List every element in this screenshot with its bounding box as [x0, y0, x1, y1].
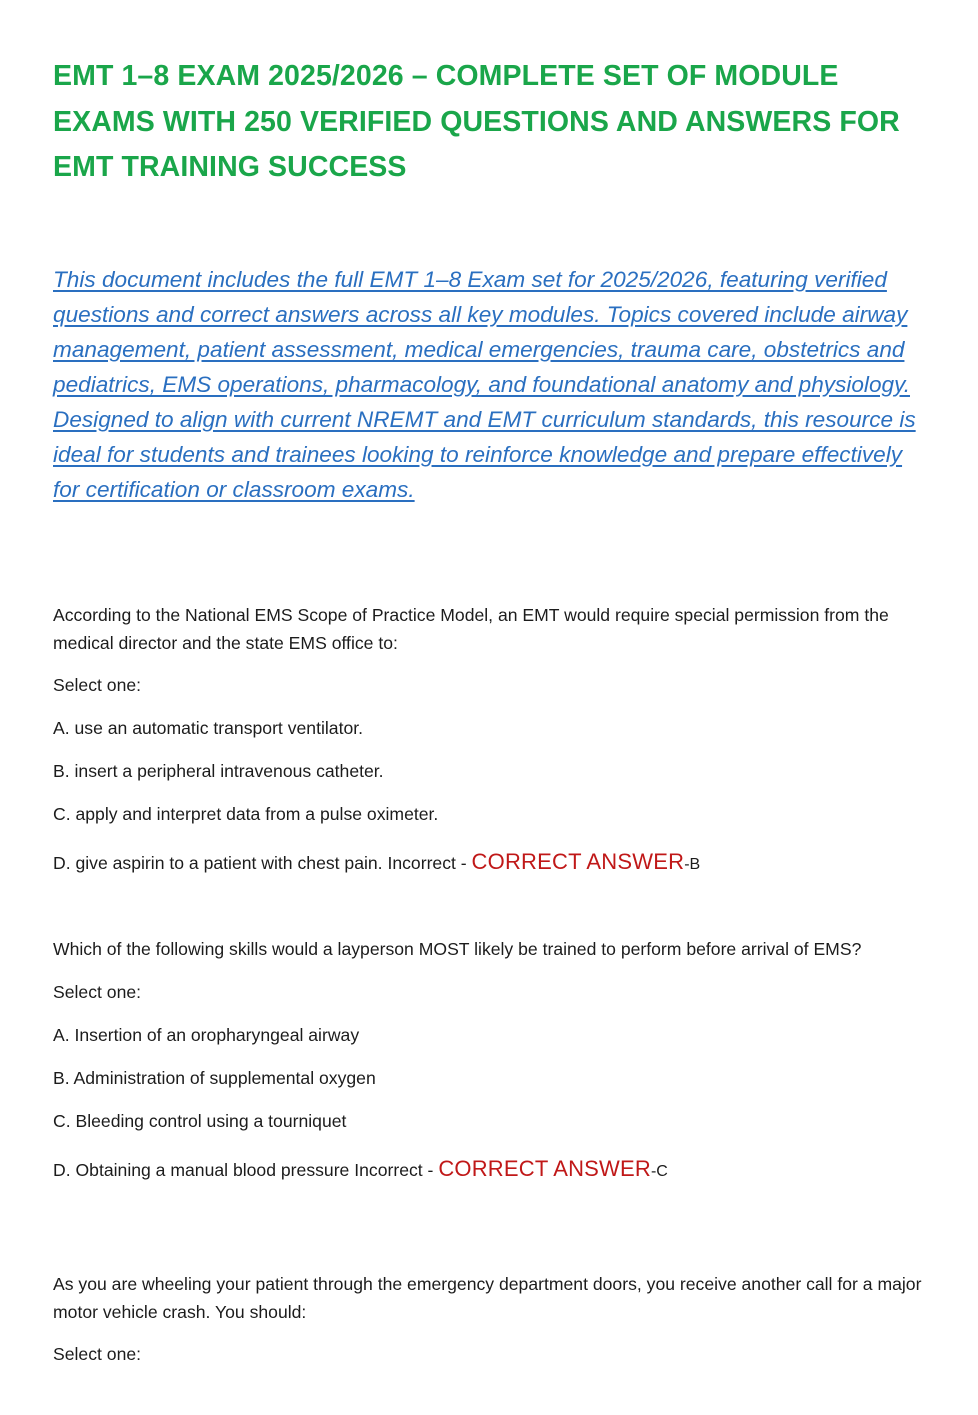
- select-one-label: Select one:: [53, 1344, 142, 1364]
- answer-option-a: A. Insertion of an oropharyngeal airway: [53, 1024, 360, 1045]
- question-block: [53, 602, 928, 878]
- select-one-label: Select one:: [53, 675, 142, 695]
- select-one-label: Select one:: [53, 981, 142, 1002]
- question-text: Which of the following skills would a layperson MOST likely be trained to perform before arrival of EMS?: [53, 939, 862, 959]
- answer-option-c: C. apply and interpret data from a pulse oximeter.: [53, 804, 439, 824]
- answer-option-b: B. Administration of supplemental oxygen: [53, 1067, 376, 1088]
- correct-answer-letter: -C: [650, 1162, 668, 1180]
- answer-option-d: [53, 1155, 928, 1185]
- answer-option-d: [53, 848, 928, 878]
- option-d-text: D. give aspirin to a patient with chest pain. Incorrect -: [53, 853, 472, 873]
- correct-answer-label: CORRECT ANSWER: [471, 849, 685, 874]
- answer-option-a: A. use an automatic transport ventilator.: [53, 718, 364, 738]
- correct-answer-label: CORRECT ANSWER: [438, 1155, 651, 1181]
- correct-answer-letter: -B: [684, 856, 701, 873]
- question-text: As you are wheeling your patient through the emergency department doors, you receive another call for a major motor vehicle crash. You should:: [53, 1274, 922, 1322]
- question-block: [53, 1271, 928, 1368]
- document-title: EMT 1–8 EXAM 2025/2026 – COMPLETE SET OF MODULE EXAMS WITH 250 VERIFIED QUESTIONS AND ANSWERS FOR EMT TRAINING SUCCESS: [53, 60, 900, 183]
- question-text: According to the National EMS Scope of Practice Model, an EMT would require special permission from the medical director and the state EMS office to:: [53, 605, 889, 653]
- question-block: [53, 936, 928, 1185]
- answer-option-b: B. insert a peripheral intravenous catheter.: [53, 761, 384, 781]
- option-d-text: D. Obtaining a manual blood pressure Incorrect -: [53, 1159, 439, 1180]
- answer-option-c: C. Bleeding control using a tourniquet: [53, 1110, 347, 1131]
- intro-link[interactable]: This document includes the full EMT 1–8 Exam set for 2025/2026, featuring verified questions and correct answers across all key modules. Topics covered include airway management, patient assessment, medical emergencies, trauma care, obstetrics and pediatrics, EMS operations, pharmacology, and foundational anatomy and physiology. Designed to align with current NREMT and EMT curriculum standards, this resource is ideal for students and trainees looking to reinforce knowledge and prepare effectively for certification or classroom exams.: [53, 267, 916, 502]
